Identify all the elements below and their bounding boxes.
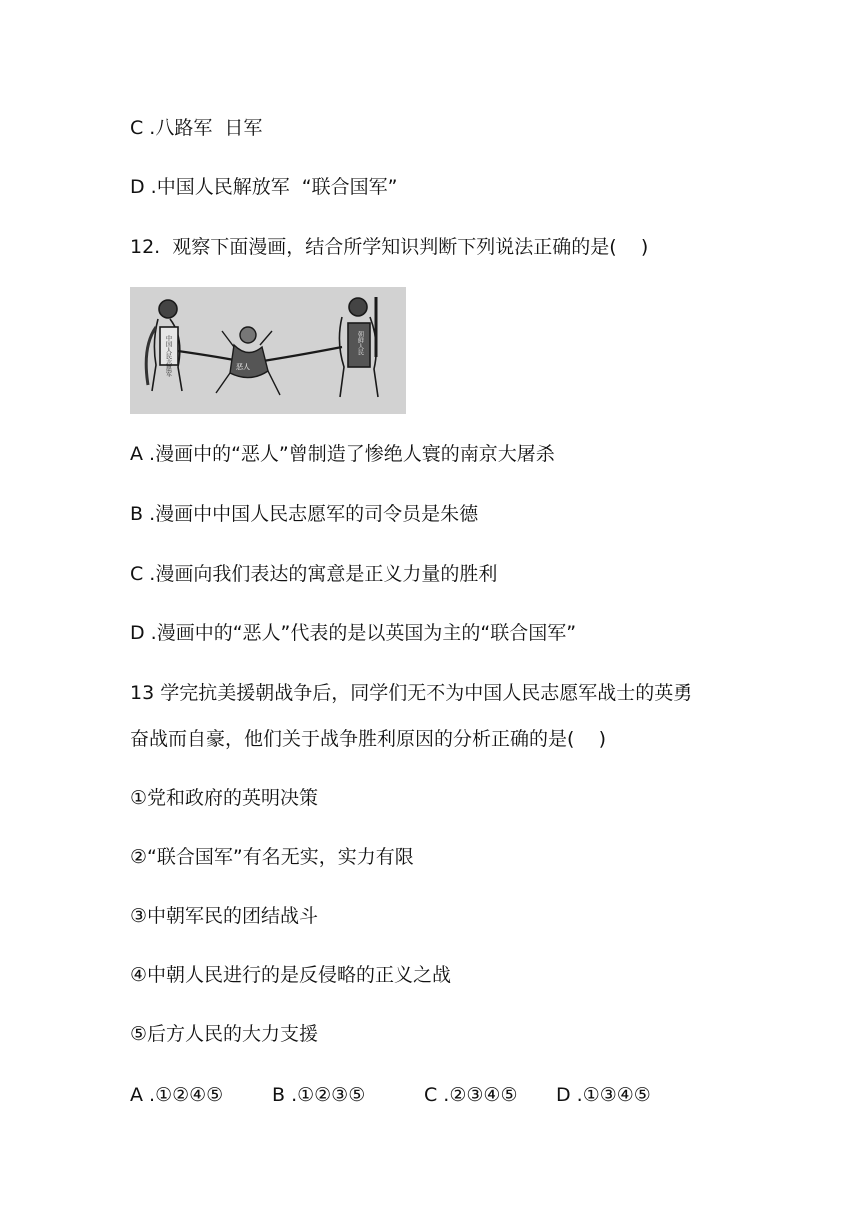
q13-item: ③中朝军民的团结战斗 [130, 905, 319, 927]
q13-stem-line2: 奋战而自豪，他们关于战争胜利原因的分析正确的是( ) [130, 728, 606, 750]
q13-item: ①党和政府的英明决策 [130, 787, 319, 809]
q12-option-b: B .漫画中中国人民志愿军的司令员是朱德 [130, 503, 479, 525]
q11-option-c: C .八路军 日军 [130, 117, 263, 139]
q12-option-d: D .漫画中的“恶人”代表的是以英国为主的“联合国军” [130, 622, 577, 644]
q13-stem-line1: 13 学完抗美援朝战争后，同学们无不为中国人民志愿军战士的英勇 [130, 682, 693, 704]
cartoon-right-label: 朝鲜人民 [356, 331, 364, 355]
q12-stem: 12. 观察下面漫画，结合所学知识判断下列说法正确的是( ) [130, 236, 649, 258]
q13-option-d: D .①③④⑤ [556, 1084, 651, 1106]
q12-option-c: C .漫画向我们表达的寓意是正义力量的胜利 [130, 563, 498, 585]
q13-item: ⑤后方人民的大力支援 [130, 1023, 319, 1045]
cartoon-left-label: 中国人民志愿军 [164, 335, 172, 377]
cartoon-center-label: 恶人 [236, 363, 250, 371]
q13-option-c: C .②③④⑤ [424, 1084, 518, 1106]
q12-option-a: A .漫画中的“恶人”曾制造了惨绝人寰的南京大屠杀 [130, 443, 555, 465]
cartoon-image [130, 287, 406, 414]
q13-option-a: A .①②④⑤ [130, 1084, 224, 1106]
q11-option-d: D .中国人民解放军 “联合国军” [130, 176, 398, 198]
q13-option-b: B .①②③⑤ [272, 1084, 366, 1106]
q13-item: ④中朝人民进行的是反侵略的正义之战 [130, 964, 452, 986]
q13-item: ②“联合国军”有名无实，实力有限 [130, 846, 414, 868]
